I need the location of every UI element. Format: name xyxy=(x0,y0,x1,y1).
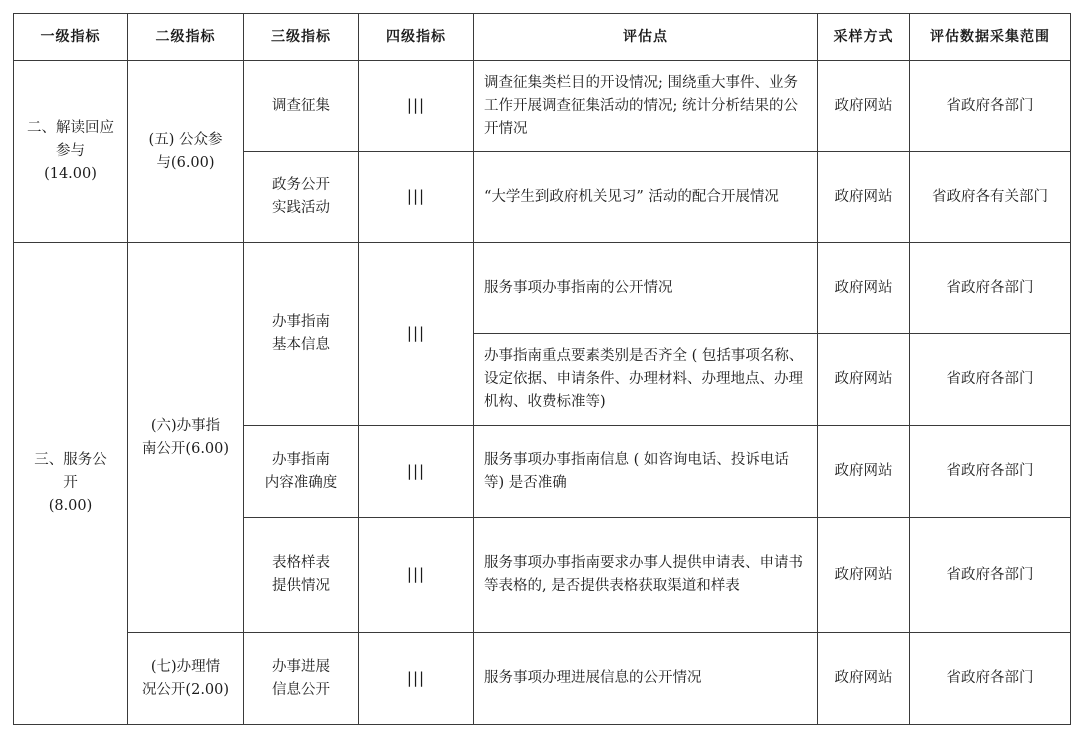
table-row xyxy=(14,61,1071,152)
eval-point-cell: “大学生到政府机关见习” 活动的配合开展情况 xyxy=(474,152,818,243)
header-level4: 四级指标 xyxy=(359,14,474,61)
level4-mark: ||| xyxy=(406,324,426,342)
evaluation-table xyxy=(13,13,1071,725)
level3-cell xyxy=(244,518,359,633)
level3-cell xyxy=(244,633,359,725)
scope-cell: 省政府各部门 xyxy=(910,243,1071,334)
level2-text: 况公开(2.00) xyxy=(141,681,230,698)
header-scope: 评估数据采集范围 xyxy=(910,14,1071,61)
level4-mark: ||| xyxy=(406,565,426,583)
scope-cell: 省政府各有关部门 xyxy=(910,152,1071,243)
sampling-cell: 政府网站 xyxy=(818,518,910,633)
level3-cell xyxy=(244,426,359,518)
level3-text: 办事指南 xyxy=(272,451,330,468)
eval-point-cell: 服务事项办事指南信息 ( 如咨询电话、投诉电话等) 是否准确 xyxy=(474,426,818,518)
level2-text: 南公开(6.00) xyxy=(141,440,230,457)
level3-text: 实践活动 xyxy=(272,200,330,216)
sampling-cell: 政府网站 xyxy=(818,152,910,243)
level3-text: 提供情况 xyxy=(272,578,330,594)
level4-cell xyxy=(359,61,474,152)
level4-mark: ||| xyxy=(406,461,426,480)
eval-point-cell: 服务事项办事指南的公开情况 xyxy=(474,243,818,334)
level3-text: 办事指南 xyxy=(272,314,330,330)
level4-cell xyxy=(359,518,474,633)
scope-cell: 省政府各部门 xyxy=(910,334,1071,426)
scope-cell: 省政府各部门 xyxy=(910,426,1071,518)
level4-mark: ||| xyxy=(406,187,426,205)
level3-cell xyxy=(244,61,359,152)
level1-cell xyxy=(14,61,128,243)
level4-cell xyxy=(359,243,474,426)
level4-cell xyxy=(359,152,474,243)
level2-text: (五) 公众参 xyxy=(148,131,223,148)
eval-point-cell: 服务事项办事指南要求办事人提供申请表、申请书等表格的, 是否提供表格获取渠道和样表 xyxy=(474,518,818,633)
level3-text: 内容准确度 xyxy=(264,474,338,491)
sampling-cell: 政府网站 xyxy=(818,633,910,725)
level1-text: 二、解读回应 xyxy=(27,120,114,136)
level4-mark: ||| xyxy=(406,668,426,687)
level1-text: 开 xyxy=(63,475,78,491)
level1-text: 参与 xyxy=(56,143,85,159)
level1-cell xyxy=(14,243,128,725)
level1-weight: (14.00) xyxy=(44,166,97,182)
header-level3: 三级指标 xyxy=(244,14,359,61)
level3-text: 信息公开 xyxy=(272,681,330,698)
level3-text: 表格样表 xyxy=(272,555,330,571)
scope-cell: 省政府各部门 xyxy=(910,633,1071,725)
level3-text: 政务公开 xyxy=(272,177,330,193)
level1-weight: (8.00) xyxy=(48,498,93,514)
table-row xyxy=(14,243,1071,334)
level1-text: 三、服务公 xyxy=(34,452,107,468)
level2-cell xyxy=(128,61,244,243)
sampling-cell: 政府网站 xyxy=(818,243,910,334)
level4-cell xyxy=(359,426,474,518)
eval-point-cell: 办事指南重点要素类别是否齐全 ( 包括事项名称、设定依据、申请条件、办理材料、办理地点、办理机构、收费标准等) xyxy=(474,334,818,426)
eval-point-cell: 服务事项办理进展信息的公开情况 xyxy=(474,633,818,725)
level2-text: 与(6.00) xyxy=(156,154,215,171)
level3-text: 基本信息 xyxy=(272,337,330,353)
header-eval-point: 评估点 xyxy=(474,14,818,61)
level3-cell xyxy=(244,152,359,243)
level2-text: (七)办理情 xyxy=(150,658,221,675)
level4-cell xyxy=(359,633,474,725)
header-sampling: 采样方式 xyxy=(818,14,910,61)
header-level1: 一级指标 xyxy=(14,14,128,61)
sampling-cell: 政府网站 xyxy=(818,426,910,518)
level2-cell xyxy=(128,243,244,633)
level3-text: 办事进展 xyxy=(272,658,330,675)
scope-cell: 省政府各部门 xyxy=(910,518,1071,633)
scope-cell: 省政府各部门 xyxy=(910,61,1071,152)
level2-text: (六)办事指 xyxy=(150,417,221,434)
header-row xyxy=(14,14,1071,61)
header-level2: 二级指标 xyxy=(128,14,244,61)
sampling-cell: 政府网站 xyxy=(818,61,910,152)
table-row xyxy=(14,633,1071,725)
level2-cell xyxy=(128,633,244,725)
eval-point-cell: 调查征集类栏目的开设情况; 围绕重大事件、业务工作开展调查征集活动的情况; 统计分析结果的公开情况 xyxy=(474,61,818,152)
level3-cell xyxy=(244,243,359,426)
level4-mark: ||| xyxy=(406,96,426,114)
level3-text: 调查征集 xyxy=(272,97,330,114)
sampling-cell: 政府网站 xyxy=(818,334,910,426)
